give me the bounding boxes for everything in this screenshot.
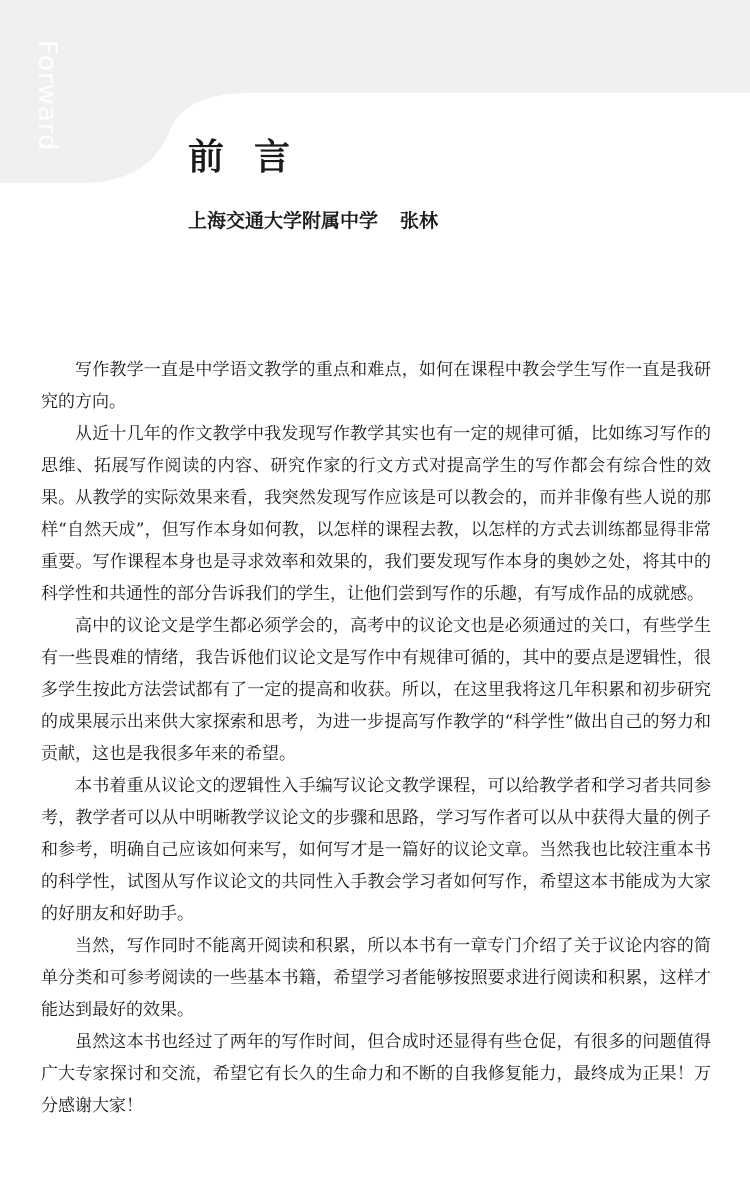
paragraph: 高中的议论文是学生都必须学会的，高考中的议论文也是必须通过的关口，有些学生有一些畏难的情绪，我告诉他们议论文是写作中有规律可循的，其中的要点是逻辑性，很多学生按此方法尝试都有了一定的提高和收获。所以，在这里我将这几年积累和初步研究的成果展示出来供大家探索和思考，为进一步提高写作教学的“科学性”做出自己的努力和贡献，这也是我很多年来的希望。: [41, 616, 711, 764]
paragraph: 当然，写作同时不能离开阅读和积累，所以本书有一章专门介绍了关于议论内容的简单分类和可参考阅读的一些基本书籍，希望学习者能够按照要求进行阅读和积累，这样才能达到最好的效果。: [41, 936, 711, 1020]
paragraph: 本书着重从议论文的逻辑性入手编写议论文教学课程，可以给教学者和学习者共同参考，教学者可以从中明晰教学议论文的步骤和思路，学习写作者可以从中获得大量的例子和参考，明确自己应该如何来写，如何写才是一篇好的议论文章。当然我也比较注重本书的科学性，试图从写作议论文的共同性入手教会学习者如何写作，希望这本书能成为大家的好朋友和好助手。: [41, 776, 711, 924]
preface-body: [41, 354, 711, 1122]
paragraph: 虽然这本书也经过了两年的写作时间，但合成时还显得有些仓促，有很多的问题值得广大专家探讨和交流，希望它有长久的生命力和不断的自我修复能力，最终成为正果！万分感谢大家！: [41, 1032, 711, 1116]
byline: [188, 210, 438, 233]
corner-decoration: [0, 0, 750, 190]
page-title: 前言: [188, 137, 321, 178]
paragraph: 从近十几年的作文教学中我发现写作教学其实也有一定的规律可循，比如练习写作的思维、拓展写作阅读的内容、研究作家的行文方式对提高学生的写作都会有综合性的效果。从教学的实际效果来看，我突然发现写作应该是可以教会的，而并非像有些人说的那样“自然天成”，但写作本身如何教，以怎样的课程去教，以怎样的方式去训练都显得非常重要。写作课程本身也是寻求效率和效果的，我们要发现写作本身的奥妙之处，将其中的科学性和共通性的部分告诉我们的学生，让他们尝到写作的乐趣，有写成作品的成就感。: [41, 424, 711, 604]
school-name: 上海交通大学附属中学: [188, 210, 379, 232]
paragraph: 写作教学一直是中学语文教学的重点和难点，如何在课程中教会学生写作一直是我研究的方向。: [41, 360, 711, 412]
forward-label: Forward: [32, 40, 62, 152]
author-name: 张林: [400, 210, 439, 232]
